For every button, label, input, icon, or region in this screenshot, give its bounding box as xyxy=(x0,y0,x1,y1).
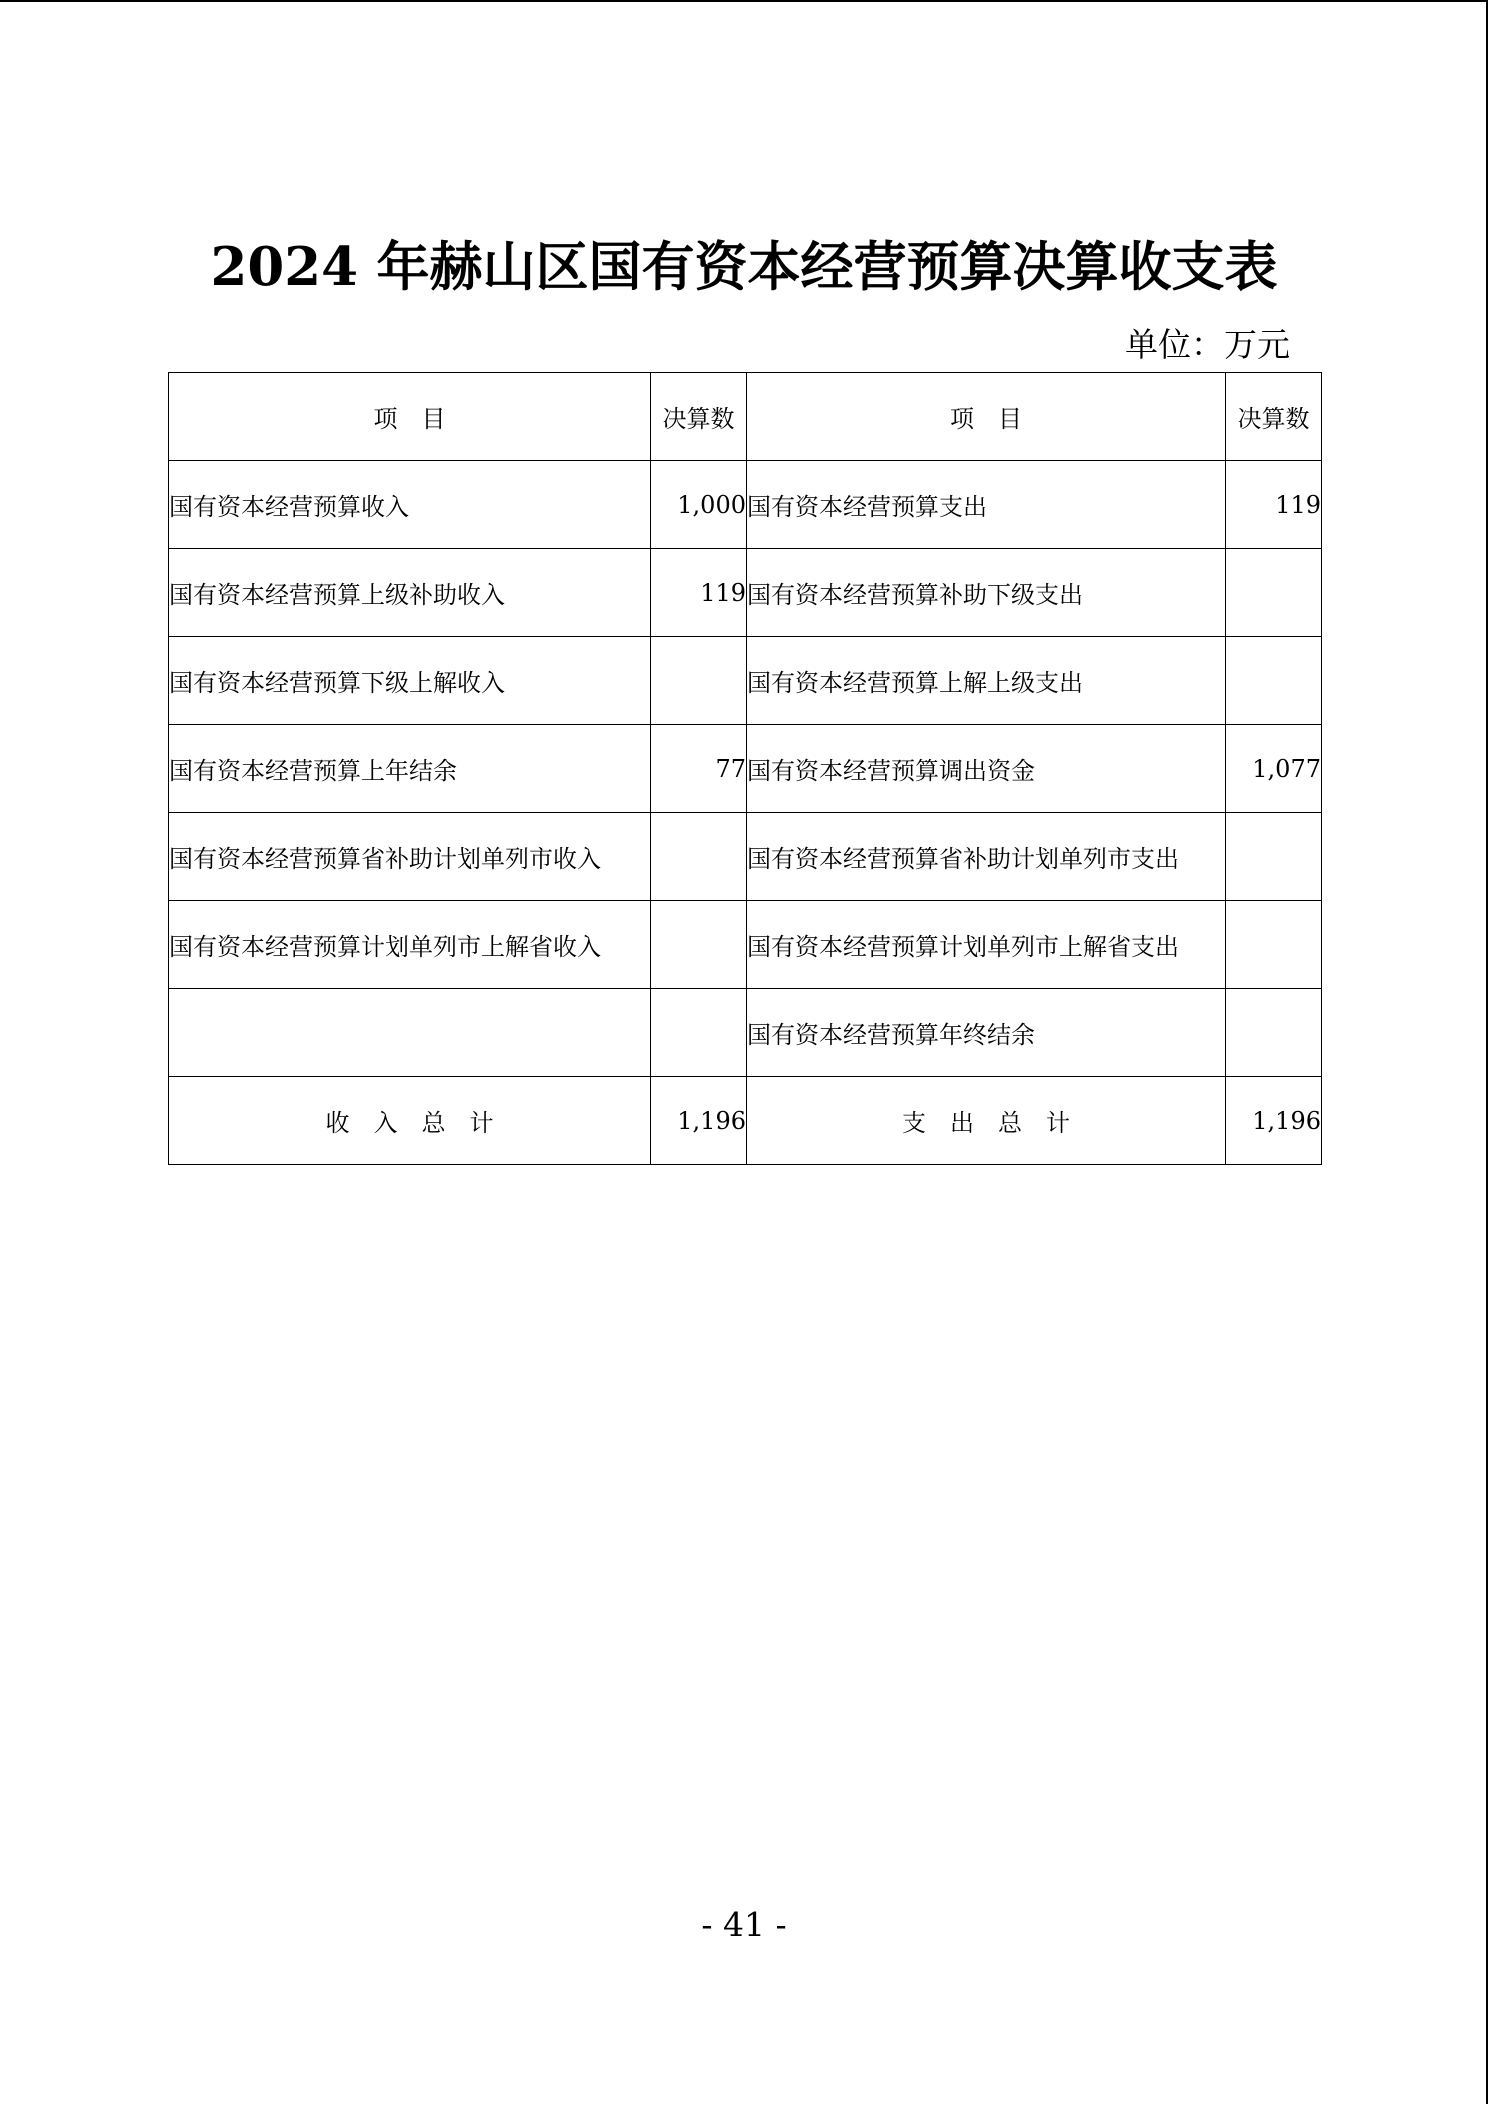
income-amount-cell xyxy=(651,813,747,901)
income-item-cell: 国有资本经营预算计划单列市上解省收入 xyxy=(169,901,651,989)
expense-amount-cell xyxy=(1226,989,1322,1077)
expense-item-cell: 国有资本经营预算省补助计划单列市支出 xyxy=(747,813,1226,901)
income-item-cell: 国有资本经营预算上年结余 xyxy=(169,725,651,813)
expense-amount-cell: 119 xyxy=(1226,461,1322,549)
income-item-cell xyxy=(169,989,651,1077)
income-item-cell: 国有资本经营预算下级上解收入 xyxy=(169,637,651,725)
header-amount-expense: 决算数 xyxy=(1226,373,1322,461)
table-row xyxy=(169,549,1322,637)
expense-total-label: 支 出 总 计 xyxy=(747,1077,1226,1165)
expense-item-cell: 国有资本经营预算调出资金 xyxy=(747,725,1226,813)
page-title: 2024 年赫山区国有资本经营预算决算收支表 xyxy=(210,236,1278,298)
table-row xyxy=(169,813,1322,901)
income-total-label: 收 入 总 计 xyxy=(169,1077,651,1165)
expense-amount-cell xyxy=(1226,901,1322,989)
income-amount-cell xyxy=(651,989,747,1077)
budget-table xyxy=(168,372,1322,1165)
expense-amount-cell: 1,077 xyxy=(1226,725,1322,813)
income-amount-cell xyxy=(651,637,747,725)
table-row xyxy=(169,901,1322,989)
income-amount-cell: 1,000 xyxy=(651,461,747,549)
expense-amount-cell xyxy=(1226,813,1322,901)
income-item-cell: 国有资本经营预算省补助计划单列市收入 xyxy=(169,813,651,901)
income-item-cell: 国有资本经营预算收入 xyxy=(169,461,651,549)
expense-total-amount: 1,196 xyxy=(1226,1077,1322,1165)
page-border-top xyxy=(0,0,1488,2)
totals-row xyxy=(169,1077,1322,1165)
page-number: - 41 - xyxy=(701,1905,787,1944)
unit-label: 单位：万元 xyxy=(1125,325,1290,364)
income-amount-cell xyxy=(651,901,747,989)
header-item-income: 项 目 xyxy=(169,373,651,461)
expense-item-cell: 国有资本经营预算支出 xyxy=(747,461,1226,549)
income-amount-cell: 119 xyxy=(651,549,747,637)
expense-item-cell: 国有资本经营预算上解上级支出 xyxy=(747,637,1226,725)
table-row xyxy=(169,461,1322,549)
expense-item-cell: 国有资本经营预算补助下级支出 xyxy=(747,549,1226,637)
expense-amount-cell xyxy=(1226,549,1322,637)
expense-item-cell: 国有资本经营预算计划单列市上解省支出 xyxy=(747,901,1226,989)
income-amount-cell: 77 xyxy=(651,725,747,813)
income-item-cell: 国有资本经营预算上级补助收入 xyxy=(169,549,651,637)
expense-item-cell: 国有资本经营预算年终结余 xyxy=(747,989,1226,1077)
table-header-row xyxy=(169,373,1322,461)
table-row xyxy=(169,989,1322,1077)
table-row xyxy=(169,725,1322,813)
table-row xyxy=(169,637,1322,725)
header-item-expense: 项 目 xyxy=(747,373,1226,461)
income-total-amount: 1,196 xyxy=(651,1077,747,1165)
header-amount-income: 决算数 xyxy=(651,373,747,461)
expense-amount-cell xyxy=(1226,637,1322,725)
